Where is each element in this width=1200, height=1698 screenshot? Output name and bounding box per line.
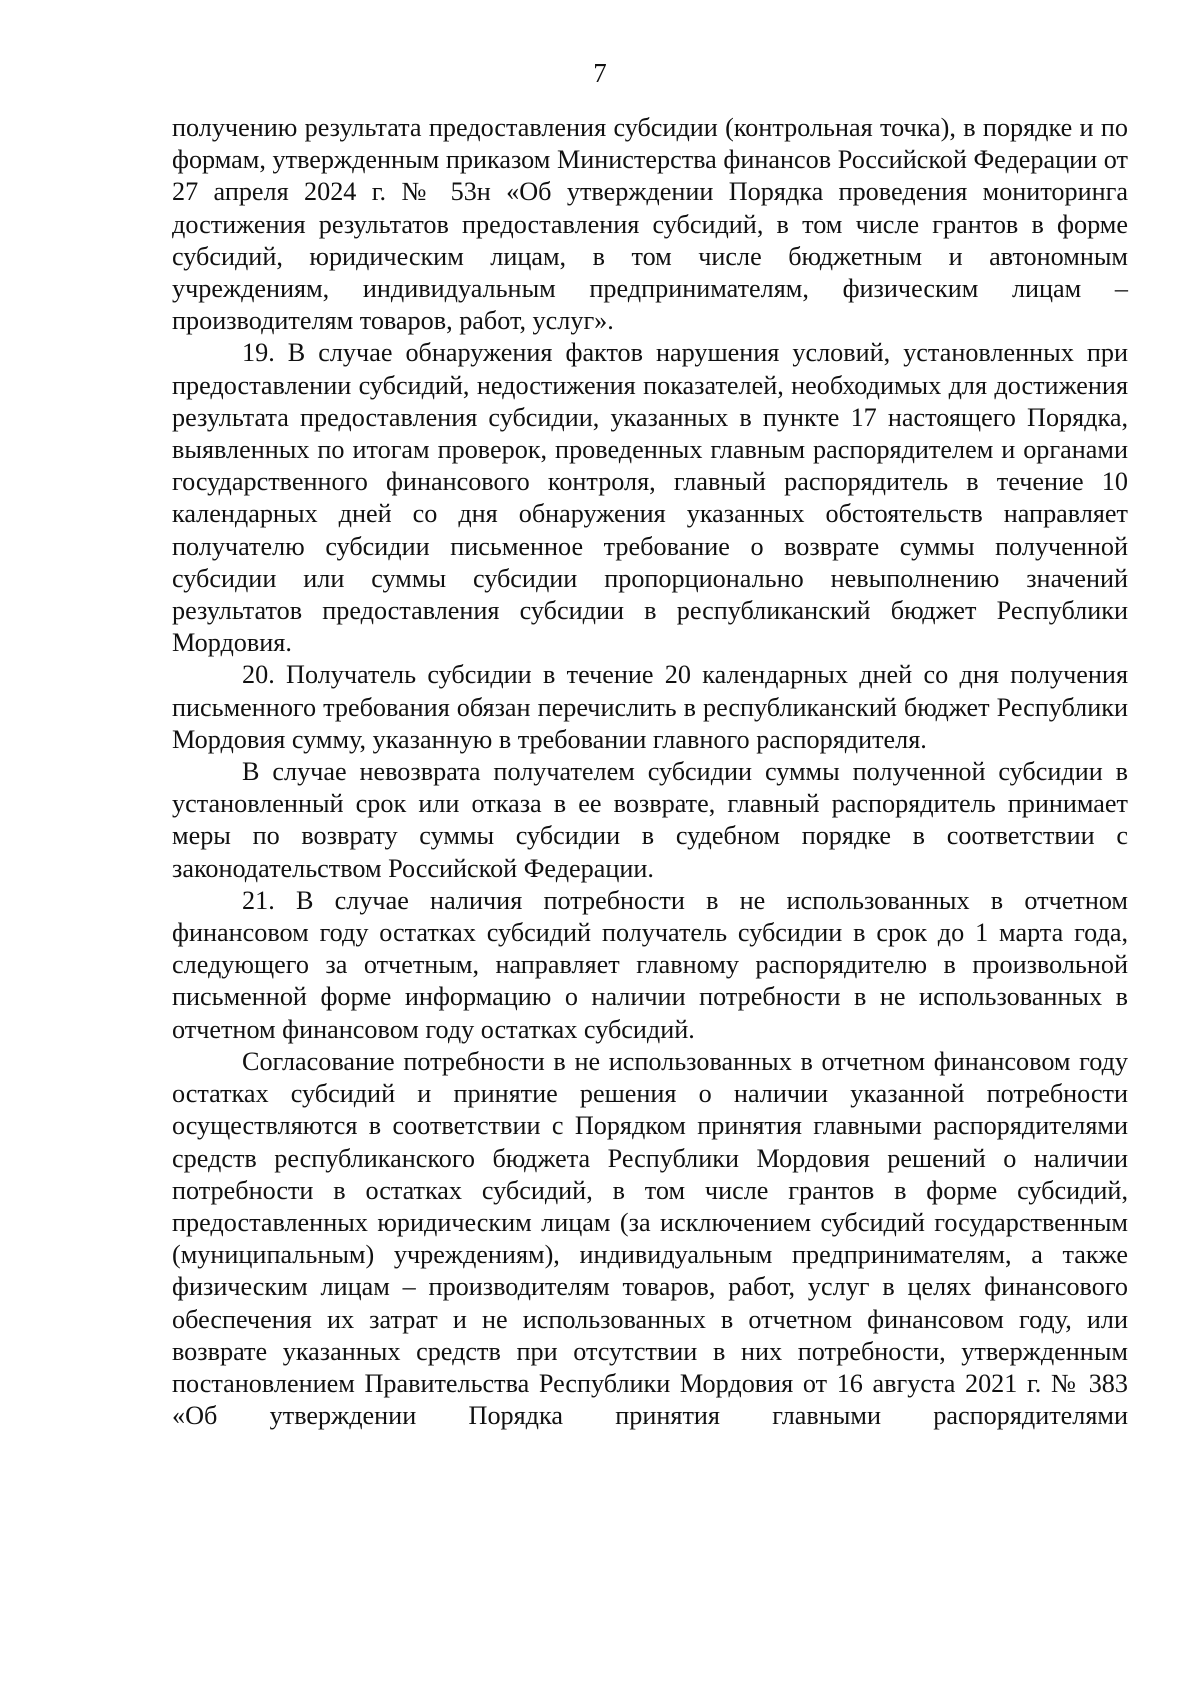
paragraph-clause-21-continued: Согласование потребности в не использованных в отчетном финансовом году остатках субсидий и принятие решения о наличии указанной потребности осуществляются в соответствии с Порядком принятия главными распорядителями средств республиканского бюджета Республики Мордовия решений о наличии потребности в остатках субсидий, в том числе грантов в форме субсидий, предоставленных юридическим лицам (за исключением субсидий государственным (муниципальным) учреждениям), индивидуальным предпринимателям, а также физическим лицам – производителям товаров, работ, услуг в целях финансового обеспечения их затрат и не использованных в отчетном финансовом году, или возврате указанных средств при отсутствии в них потребности, утвержденным постановлением Правительства Республики Мордовия от 16 августа 2021 г. № 383 «Об утверждении Порядка принятия главными распорядителями [172, 1046, 1128, 1431]
paragraph-clause-20-continued: В случае невозврата получателем субсидии суммы полученной субсидии в установленный срок или отказа в ее возврате, главный распорядитель принимает меры по возврату суммы субсидии в судебном порядке в соответствии с законодательством Российской Федерации. [172, 757, 1128, 883]
paragraph-clause-20: 20. Получатель субсидии в течение 20 календарных дней со дня получения письменного требования обязан перечислить в республиканский бюджет Республики Мордовия сумму, указанную в требовании главного распорядителя. [172, 660, 1128, 754]
page-number: 7 [593, 58, 607, 88]
paragraph-continuation: получению результата предоставления субсидии (контрольная точка), в порядке и по формам, утвержденным приказом Министерства финансов Российской Федерации от 27 апреля 2024 г. № 53н «Об утверждении Порядка проведения мониторинга достижения результатов предоставления субсидий, в том числе грантов в форме субсидий, юридическим лицам, в том числе бюджетным и автономным учреждениям, индивидуальным предпринимателям, физическим лицам – производителям товаров, работ, услуг». [172, 113, 1128, 336]
paragraph-clause-19: 19. В случае обнаружения фактов нарушения условий, установленных при предоставлении субсидий, недостижения показателей, необходимых для достижения результата предоставления субсидии, указанных в пункте 17 настоящего Порядка, выявленных по итогам проверок, проведенных главным распорядителем и органами государственного финансового контроля, главный распорядитель в течение 10 календарных дней со дня обнаружения указанных обстоятельств направляет получателю субсидии письменное требование о возврате суммы полученной субсидии или суммы субсидии пропорционально невыполнению значений результатов предоставления субсидии в республиканский бюджет Республики Мордовия. [172, 338, 1128, 658]
paragraph-clause-21: 21. В случае наличия потребности в не использованных в отчетном финансовом году остатках субсидий получатель субсидии в срок до 1 марта года, следующего за отчетным, направляет главному распорядителю в произвольной письменной форме информацию о наличии потребности в не использованных в отчетном финансовом году остатках субсидий. [172, 885, 1128, 1044]
document-body [172, 112, 1128, 1432]
